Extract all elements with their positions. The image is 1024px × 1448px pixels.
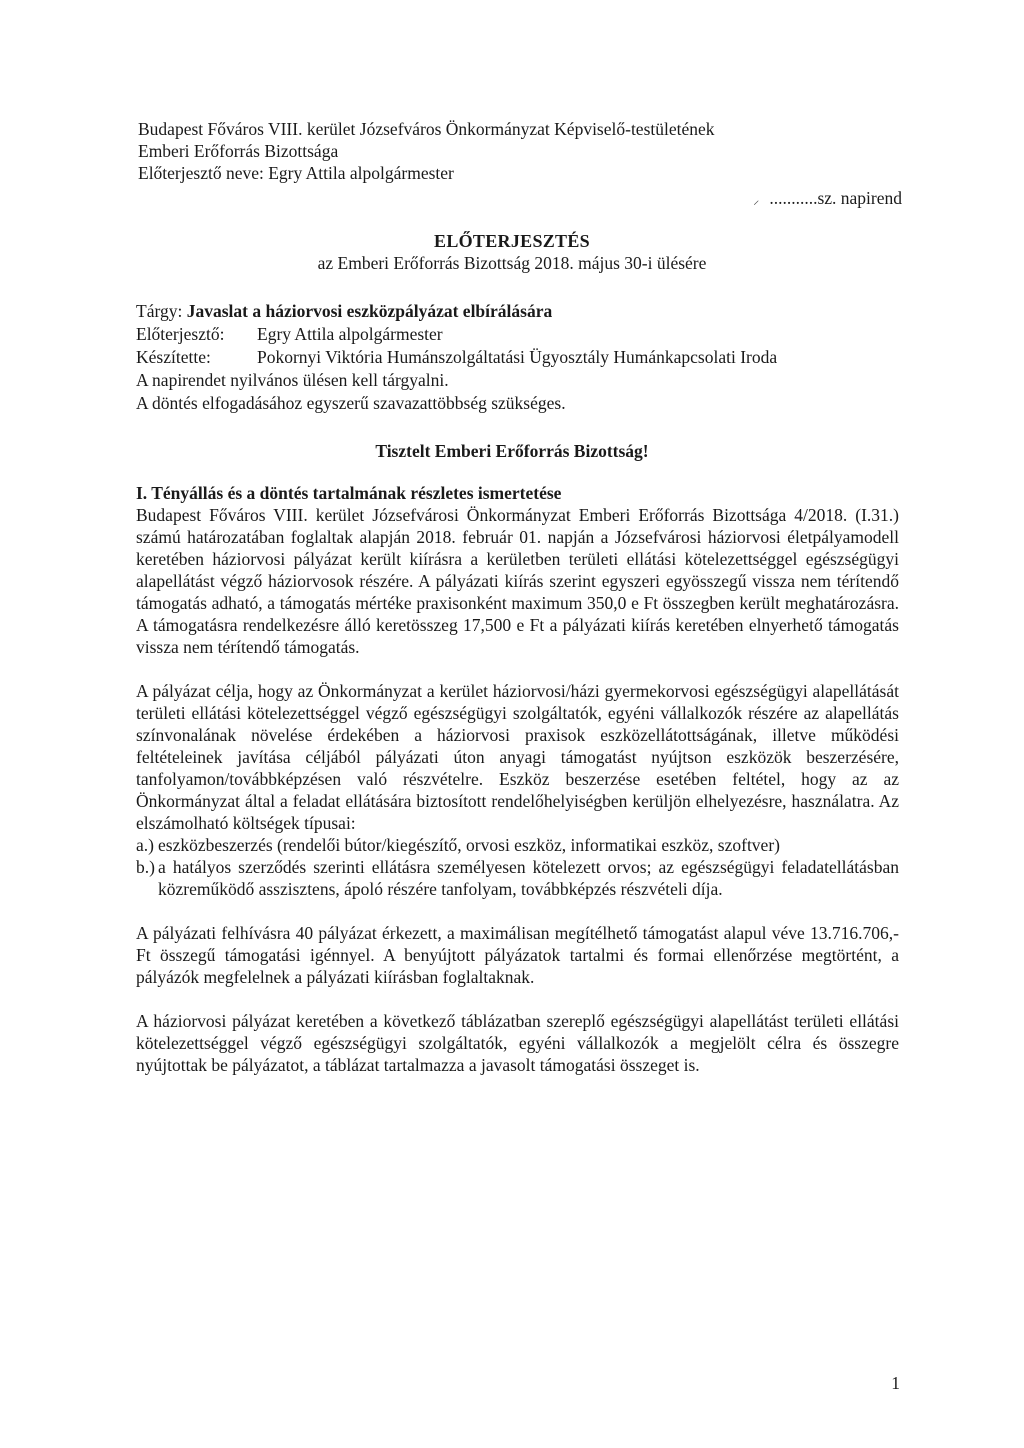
subject-row — [136, 300, 896, 322]
paragraph-applications: A pályázati felhívásra 40 pályázat érkezett, a maximálisan megítélhető támogatást alapul véve 13.716.706,- Ft összegű támogatási igénnyel. A benyújtott pályázatok tartalmi és formai ellenőrzése megtörtént, a pályázók megfelelnek a pályázati kiírásban foglaltaknak. — [136, 923, 899, 987]
list-item — [136, 834, 899, 856]
list-marker: b.) — [136, 857, 155, 877]
header-line-committee: Emberi Erőforrás Bizottsága — [138, 141, 339, 161]
subject-text: Javaslat a háziorvosi eszközpályázat elbírálására — [186, 301, 553, 321]
paragraph-tender-goal: A pályázat célja, hogy az Önkormányzat a kerület háziorvosi/házi gyermekorvosi egészségügyi alapellátását területi ellátási kötelezettséggel végző egészségügyi szolgáltatók, egyéni vállalkozók részére az alapellátás színvonalának növelése érdekében a háziorvosi praxisok eszközellátottságának, illetve működési feltételeinek javítása céljából pályázati úton anyagi támogatást nyújtson eszközök beszerzésére, tanfolyamon/továbbképzésen való részvételre. Eszköz beszerzése esetében feltétel, hogy az az Önkormányzat által a feladat ellátására biztosított rendelőhelyiségben kerüljön elhelyezésre, használatra. Az elszámolható költségek típusai: — [136, 681, 899, 833]
public-session-note: A napirendet nyilvános ülésen kell tárgyalni. — [136, 370, 449, 390]
document-meta — [136, 300, 896, 415]
subject-label: Tárgy: — [136, 301, 183, 321]
paragraph-table-intro: A háziorvosi pályázat keretében a következő táblázatban szereplő egészségügyi alapellátást területi ellátási kötelezettséggel végző egészségügyi szolgáltatók, egyéni vállalkozók a megjelölt célra és összegre nyújtottak be pályázatot, a táblázat tartalmazza a javasolt támogatási összeget is. — [136, 1011, 899, 1075]
agenda-number — [753, 187, 902, 211]
document-body — [136, 482, 899, 1076]
title-block — [0, 230, 1024, 274]
prepared-row — [136, 346, 896, 368]
agenda-number-text: ...........sz. napirend — [769, 188, 902, 208]
section-heading: I. Tényállás és a döntés tartalmának részletes ismertetése — [136, 483, 562, 503]
presenter-label: Előterjesztő: — [136, 324, 225, 344]
list-item-text: a hatályos szerződés szerinti ellátásra személyesen kötelezett orvos; az egészségügyi feladatellátásban közreműködő asszisztens, ápoló részére tanfolyam, továbbképzés részvételi díja. — [158, 857, 899, 899]
prepared-text: Pokornyi Viktória Humánszolgáltatási Ügyosztály Humánkapcsolati Iroda — [257, 347, 778, 367]
greeting: Tisztelt Emberi Erőforrás Bizottság! — [375, 441, 649, 461]
page-number: 1 — [891, 1373, 900, 1393]
list-item-text: eszközbeszerzés (rendelői bútor/kiegészítő, orvosi eszköz, informatikai eszköz, szoftver) — [158, 835, 780, 855]
presenter-text: Egry Attila alpolgármester — [257, 324, 443, 344]
prepared-label: Készítette: — [136, 347, 211, 367]
pen-mark-icon: ⸝ — [753, 193, 760, 207]
document-title: ELŐTERJESZTÉS — [434, 231, 590, 251]
header-line-council: Budapest Főváros VIII. kerület Józsefváros Önkormányzat Képviselő-testületének — [138, 119, 715, 139]
presenter-row — [136, 323, 896, 345]
document-subtitle: az Emberi Erőforrás Bizottság 2018. május 30-i ülésére — [317, 253, 707, 273]
majority-note: A döntés elfogadásához egyszerű szavazattöbbség szükséges. — [136, 393, 566, 413]
document-header — [138, 118, 715, 184]
list-item — [136, 856, 899, 900]
cost-type-list — [136, 834, 899, 900]
header-line-presenter: Előterjesztő neve: Egry Attila alpolgármester — [138, 163, 454, 183]
list-marker: a.) — [136, 835, 154, 855]
paragraph-tender-announcement: Budapest Főváros VIII. kerület Józsefvárosi Önkormányzat Emberi Erőforrás Bizottsága 4/2018. (I.31.) számú határozatában foglaltak alapján 2018. február 01. napján a Józsefvárosi háziorvosi életpályamodell keretében háziorvosi pályázat került kiírásra a kerületben területi ellátási kötelezettséggel egészségügyi alapellátást végző háziorvosok részére. A pályázati kiírás szerint egyszeri egyösszegű vissza nem térítendő támogatás adható, a támogatás mértéke praxisonként maximum 350,0 e Ft összegben került meghatározásra. A támogatásra rendelkezésre álló keretösszeg 17,500 e Ft a pályázati kiírás keretében elnyerhető támogatás vissza nem térítendő támogatás. — [136, 505, 899, 657]
